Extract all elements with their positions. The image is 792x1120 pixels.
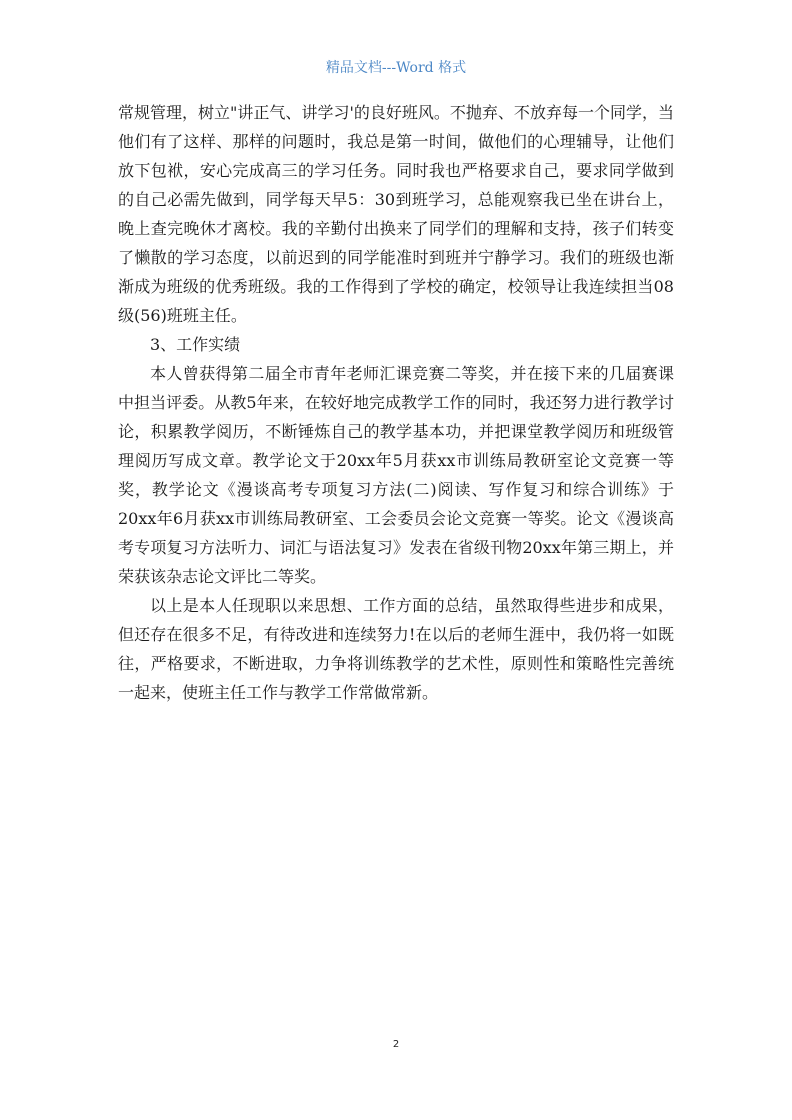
paragraph-class-management: 常规管理，树立"讲正气、讲学习'的良好班风。不抛弃、不放弃每一个同学，当他们有了这样、那样的问题时，我总是第一时间，做他们的心理辅导，让他们放下包袱，安心完成高三的学习任务。同时我也严格要求自己，要求同学做到的自己必需先做到，同学每天早5：30到班学习，总能观察我已坐在讲台上，晚上查完晚休才离校。我的辛勤付出换来了同学们的理解和支持，孩子们转变了懒散的学习态度，以前迟到的同学能准时到班并宁静学习。我们的班级也渐渐成为班级的优秀班级。我的工作得到了学校的确定，校领导让我连续担当08级(56)班班主任。 <box>118 103 674 325</box>
paragraph-summary: 以上是本人任现职以来思想、工作方面的总结，虽然取得些进步和成果，但还存在很多不足，有待改进和连续努力!在以后的老师生涯中，我仍将一如既往，严格要求，不断进取，力争将训练教学的艺术性，原则性和策略性完善统一起来，使班主任工作与教学工作常做常新。 <box>118 596 674 702</box>
document-body <box>118 98 674 707</box>
page-number: 2 <box>392 1039 400 1050</box>
paragraph-achievements: 本人曾获得第二届全市青年老师汇课竞赛二等奖，并在接下来的几届赛课中担当评委。从教5年来，在较好地完成教学工作的同时，我还努力进行教学讨论，积累教学阅历，不断锤炼自己的教学基本功，并把课堂教学阅历和班级管理阅历写成文章。教学论文于20xx年5月获xx市训练局教研室论文竞赛一等奖，教学论文《漫谈高考专项复习方法(二)阅读、写作复习和综合训练》于20xx年6月获xx市训练局教研室、工会委员会论文竞赛一等奖。论文《漫谈高考专项复习方法听力、词汇与语法复习》发表在省级刊物20xx年第三期上，并荣获该杂志论文评比二等奖。 <box>118 364 674 586</box>
page-header: 精品文档---Word 格式 <box>325 60 467 76</box>
section-heading-work-achievements: 3、工作实绩 <box>150 335 241 354</box>
